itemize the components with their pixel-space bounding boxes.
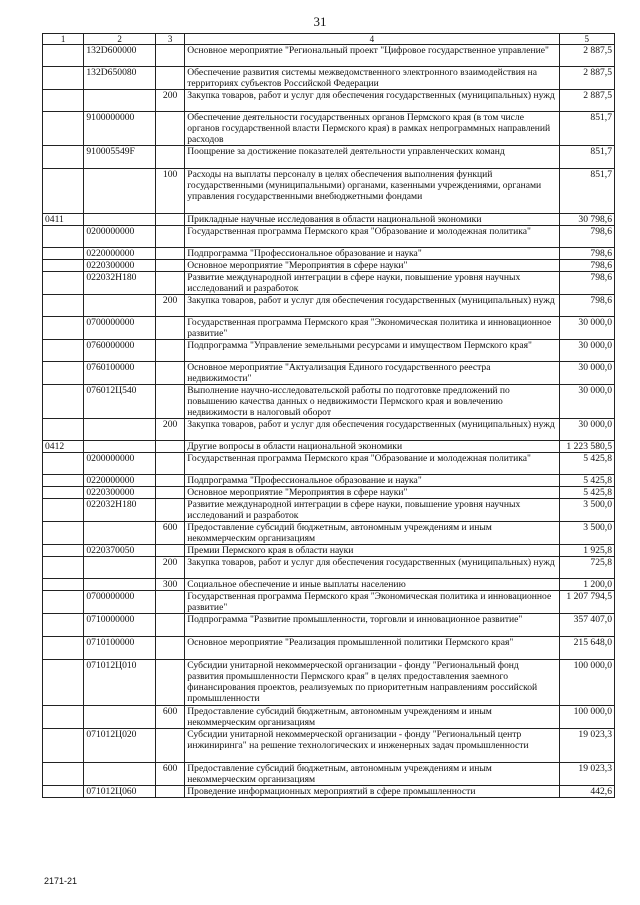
amount-cell: 100 000,0 [559, 706, 615, 729]
expense-type-cell [155, 499, 184, 522]
expense-type-cell [155, 441, 184, 453]
section-code-cell [43, 226, 84, 248]
item-name-cell: Основное мероприятие "Актуализация Единого государственного реестра недвижимости" [185, 362, 559, 385]
amount-cell: 798,6 [559, 260, 615, 272]
target-article-cell: 0710000000 [84, 614, 156, 637]
section-code-cell: 0411 [43, 214, 84, 226]
expense-type-cell [155, 385, 184, 419]
section-code-cell [43, 579, 84, 591]
table-body [43, 45, 615, 798]
table-row [43, 214, 615, 226]
amount-cell: 851,7 [559, 146, 615, 169]
amount-cell: 442,6 [559, 786, 615, 798]
target-article-cell [84, 169, 156, 214]
table-row [43, 248, 615, 260]
table-row [43, 591, 615, 614]
item-name-cell: Подпрограмма "Управление земельными ресурсами и имуществом Пермского края" [185, 340, 559, 362]
item-name-cell: Обеспечение развития системы межведомственного электронного взаимодействия на территориях субъектов Российской Федерации [185, 67, 559, 90]
amount-cell: 5 425,8 [559, 475, 615, 487]
target-article-cell: 071012Ц010 [84, 660, 156, 706]
expense-type-cell [155, 362, 184, 385]
table-row [43, 545, 615, 557]
table-row [43, 475, 615, 487]
document-code: 2171-21 [44, 876, 78, 886]
amount-cell: 357 407,0 [559, 614, 615, 637]
expense-type-cell: 600 [155, 706, 184, 729]
table-row [43, 441, 615, 453]
target-article-cell [84, 441, 156, 453]
section-code-cell [43, 45, 84, 67]
table-row [43, 67, 615, 90]
target-article-cell: 9100000000 [84, 112, 156, 146]
table-row [43, 453, 615, 475]
item-name-cell: Проведение информационных мероприятий в сфере промышленности [185, 786, 559, 798]
section-code-cell [43, 487, 84, 499]
amount-cell: 851,7 [559, 112, 615, 146]
section-code-cell [43, 67, 84, 90]
amount-cell: 798,6 [559, 248, 615, 260]
item-name-cell: Основное мероприятие "Региональный проект "Цифровое государственное управление" [185, 45, 559, 67]
target-article-cell: 0220000000 [84, 248, 156, 260]
section-code-cell [43, 545, 84, 557]
amount-cell: 19 023,3 [559, 729, 615, 763]
amount-cell: 3 500,0 [559, 522, 615, 545]
table-row [43, 557, 615, 579]
expense-type-cell: 600 [155, 522, 184, 545]
target-article-cell [84, 763, 156, 786]
amount-cell: 1 200,0 [559, 579, 615, 591]
item-name-cell: Государственная программа Пермского края "Экономическая политика и инновационное развитие" [185, 591, 559, 614]
target-article-cell [84, 522, 156, 545]
expense-type-cell: 200 [155, 419, 184, 441]
amount-cell: 30 798,6 [559, 214, 615, 226]
table-row [43, 763, 615, 786]
expense-type-cell [155, 317, 184, 340]
item-name-cell: Закупка товаров, работ и услуг для обеспечения государственных (муниципальных) нужд [185, 557, 559, 579]
table-row [43, 272, 615, 295]
section-code-cell [43, 786, 84, 798]
section-code-cell [43, 499, 84, 522]
target-article-cell: 076012Ц540 [84, 385, 156, 419]
table-row [43, 90, 615, 112]
target-article-cell [84, 706, 156, 729]
table-row [43, 637, 615, 660]
item-name-cell: Обеспечение деятельности государственных органов Пермского края (в том числе органов государственной власти Пермского края) в рамках непрограммных направлений расходов [185, 112, 559, 146]
expense-type-cell [155, 637, 184, 660]
section-code-cell [43, 729, 84, 763]
section-code-cell [43, 146, 84, 169]
target-article-cell: 0220370050 [84, 545, 156, 557]
section-code-cell [43, 112, 84, 146]
table-row [43, 499, 615, 522]
section-code-cell [43, 295, 84, 317]
target-article-cell [84, 419, 156, 441]
item-name-cell: Выполнение научно-исследовательской работы по подготовке предложений по повышению качества данных о недвижимости Пермского края и вовлечению недвижимости в налоговый оборот [185, 385, 559, 419]
target-article-cell: 132D650080 [84, 67, 156, 90]
amount-cell: 19 023,3 [559, 763, 615, 786]
column-header: 5 [559, 34, 615, 45]
table-row [43, 419, 615, 441]
item-name-cell: Основное мероприятие "Мероприятия в сфере науки" [185, 260, 559, 272]
expense-type-cell [155, 660, 184, 706]
item-name-cell: Предоставление субсидий бюджетным, автономным учреждениям и иным некоммерческим организациям [185, 522, 559, 545]
table-row [43, 385, 615, 419]
table-row [43, 362, 615, 385]
amount-cell: 2 887,5 [559, 90, 615, 112]
expense-type-cell [155, 226, 184, 248]
page-number: 31 [313, 14, 327, 29]
amount-cell: 3 500,0 [559, 499, 615, 522]
table-row [43, 487, 615, 499]
table-row [43, 786, 615, 798]
expense-type-cell: 600 [155, 763, 184, 786]
column-header: 1 [43, 34, 84, 45]
expense-type-cell [155, 340, 184, 362]
item-name-cell: Закупка товаров, работ и услуг для обеспечения государственных (муниципальных) нужд [185, 419, 559, 441]
item-name-cell: Социальное обеспечение и иные выплаты населению [185, 579, 559, 591]
amount-cell: 30 000,0 [559, 317, 615, 340]
expense-type-cell [155, 614, 184, 637]
target-article-cell [84, 579, 156, 591]
item-name-cell: Государственная программа Пермского края "Образование и молодежная политика" [185, 453, 559, 475]
item-name-cell: Предоставление субсидий бюджетным, автономным учреждениям и иным некоммерческим организациям [185, 706, 559, 729]
item-name-cell: Государственная программа Пермского края "Образование и молодежная политика" [185, 226, 559, 248]
section-code-cell [43, 419, 84, 441]
target-article-cell: 022032Н180 [84, 499, 156, 522]
table-row [43, 226, 615, 248]
table-row [43, 579, 615, 591]
expense-type-cell [155, 487, 184, 499]
expense-type-cell [155, 45, 184, 67]
table-row [43, 340, 615, 362]
section-code-cell [43, 362, 84, 385]
section-code-cell [43, 763, 84, 786]
expense-type-cell [155, 453, 184, 475]
table-row [43, 146, 615, 169]
target-article-cell [84, 214, 156, 226]
target-article-cell: 071012Ц060 [84, 786, 156, 798]
section-code-cell [43, 317, 84, 340]
section-code-cell [43, 706, 84, 729]
target-article-cell: 0200000000 [84, 453, 156, 475]
item-name-cell: Основное мероприятие "Мероприятия в сфере науки" [185, 487, 559, 499]
amount-cell: 30 000,0 [559, 340, 615, 362]
section-code-cell [43, 272, 84, 295]
section-code-cell [43, 660, 84, 706]
item-name-cell: Предоставление субсидий бюджетным, автономным учреждениям и иным некоммерческим организациям [185, 763, 559, 786]
budget-table [42, 33, 615, 798]
section-code-cell [43, 522, 84, 545]
expense-type-cell [155, 475, 184, 487]
amount-cell: 798,6 [559, 295, 615, 317]
section-code-cell [43, 260, 84, 272]
item-name-cell: Основное мероприятие "Реализация промышленной политики Пермского края" [185, 637, 559, 660]
amount-cell: 1 223 580,5 [559, 441, 615, 453]
expense-type-cell [155, 146, 184, 169]
column-header: 4 [185, 34, 559, 45]
amount-cell: 2 887,5 [559, 45, 615, 67]
amount-cell: 5 425,8 [559, 487, 615, 499]
item-name-cell: Расходы на выплаты персоналу в целях обеспечения выполнения функций государственными (муниципальными) органами, казенными учреждениями, органами управления государственными внебюджетными фондами [185, 169, 559, 214]
expense-type-cell [155, 545, 184, 557]
expense-type-cell [155, 591, 184, 614]
section-code-cell [43, 614, 84, 637]
target-article-cell: 071012Ц020 [84, 729, 156, 763]
section-code-cell [43, 453, 84, 475]
expense-type-cell: 200 [155, 557, 184, 579]
column-header: 2 [84, 34, 156, 45]
target-article-cell: 0700000000 [84, 591, 156, 614]
target-article-cell: 0760000000 [84, 340, 156, 362]
section-code-cell [43, 475, 84, 487]
item-name-cell: Субсидии унитарной некоммерческой организации - фонду "Региональный центр инжиниринга" на решение технологических и инженерных задач промышленности [185, 729, 559, 763]
amount-cell: 215 648,0 [559, 637, 615, 660]
table-row [43, 169, 615, 214]
section-code-cell: 0412 [43, 441, 84, 453]
expense-type-cell [155, 272, 184, 295]
expense-type-cell [155, 112, 184, 146]
amount-cell: 725,8 [559, 557, 615, 579]
target-article-cell: 0760100000 [84, 362, 156, 385]
expense-type-cell [155, 67, 184, 90]
table-row [43, 45, 615, 67]
expense-type-cell: 200 [155, 295, 184, 317]
expense-type-cell: 200 [155, 90, 184, 112]
amount-cell: 30 000,0 [559, 385, 615, 419]
target-article-cell [84, 295, 156, 317]
amount-cell: 5 425,8 [559, 453, 615, 475]
section-code-cell [43, 340, 84, 362]
section-code-cell [43, 591, 84, 614]
table-row [43, 522, 615, 545]
section-code-cell [43, 248, 84, 260]
item-name-cell: Подпрограмма "Профессиональное образование и наука" [185, 475, 559, 487]
item-name-cell: Поощрение за достижение показателей деятельности управленческих команд [185, 146, 559, 169]
expense-type-cell [155, 248, 184, 260]
amount-cell: 1 925,8 [559, 545, 615, 557]
expense-type-cell [155, 786, 184, 798]
column-number-header-row [43, 34, 615, 45]
amount-cell: 851,7 [559, 169, 615, 214]
expense-type-cell [155, 214, 184, 226]
target-article-cell: 0220300000 [84, 260, 156, 272]
table-row [43, 614, 615, 637]
table-row [43, 295, 615, 317]
table-row [43, 660, 615, 706]
target-article-cell: 910005549F [84, 146, 156, 169]
item-name-cell: Закупка товаров, работ и услуг для обеспечения государственных (муниципальных) нужд [185, 295, 559, 317]
amount-cell: 798,6 [559, 272, 615, 295]
target-article-cell: 0710100000 [84, 637, 156, 660]
section-code-cell [43, 169, 84, 214]
table-row [43, 706, 615, 729]
section-code-cell [43, 557, 84, 579]
section-code-cell [43, 637, 84, 660]
expense-type-cell: 100 [155, 169, 184, 214]
expense-type-cell [155, 729, 184, 763]
expense-type-cell [155, 260, 184, 272]
item-name-cell: Субсидии унитарной некоммерческой организации - фонду "Региональный фонд развития промышленности Пермского края" в целях предоставления заемного финансирования проектов, реализуемых по приоритетным направлениям российской промышленности [185, 660, 559, 706]
table-row [43, 317, 615, 340]
target-article-cell: 0220300000 [84, 487, 156, 499]
target-article-cell [84, 557, 156, 579]
section-code-cell [43, 385, 84, 419]
table-row [43, 112, 615, 146]
target-article-cell: 0700000000 [84, 317, 156, 340]
amount-cell: 2 887,5 [559, 67, 615, 90]
item-name-cell: Премии Пермского края в области науки [185, 545, 559, 557]
item-name-cell: Развитие международной интеграции в сфере науки, повышение уровня научных исследований и разработок [185, 272, 559, 295]
item-name-cell: Государственная программа Пермского края "Экономическая политика и инновационное развитие" [185, 317, 559, 340]
amount-cell: 798,6 [559, 226, 615, 248]
table-row [43, 729, 615, 763]
item-name-cell: Развитие международной интеграции в сфере науки, повышение уровня научных исследований и разработок [185, 499, 559, 522]
item-name-cell: Подпрограмма "Профессиональное образование и наука" [185, 248, 559, 260]
target-article-cell [84, 90, 156, 112]
target-article-cell: 022032Н180 [84, 272, 156, 295]
item-name-cell: Закупка товаров, работ и услуг для обеспечения государственных (муниципальных) нужд [185, 90, 559, 112]
expense-type-cell: 300 [155, 579, 184, 591]
target-article-cell: 0220000000 [84, 475, 156, 487]
amount-cell: 30 000,0 [559, 362, 615, 385]
amount-cell: 100 000,0 [559, 660, 615, 706]
target-article-cell: 132D600000 [84, 45, 156, 67]
item-name-cell: Прикладные научные исследования в области национальной экономики [185, 214, 559, 226]
table-row [43, 260, 615, 272]
amount-cell: 30 000,0 [559, 419, 615, 441]
section-code-cell [43, 90, 84, 112]
item-name-cell: Подпрограмма "Развитие промышленности, торговли и инновационное развитие" [185, 614, 559, 637]
amount-cell: 1 207 794,5 [559, 591, 615, 614]
item-name-cell: Другие вопросы в области национальной экономики [185, 441, 559, 453]
column-header: 3 [155, 34, 184, 45]
target-article-cell: 0200000000 [84, 226, 156, 248]
